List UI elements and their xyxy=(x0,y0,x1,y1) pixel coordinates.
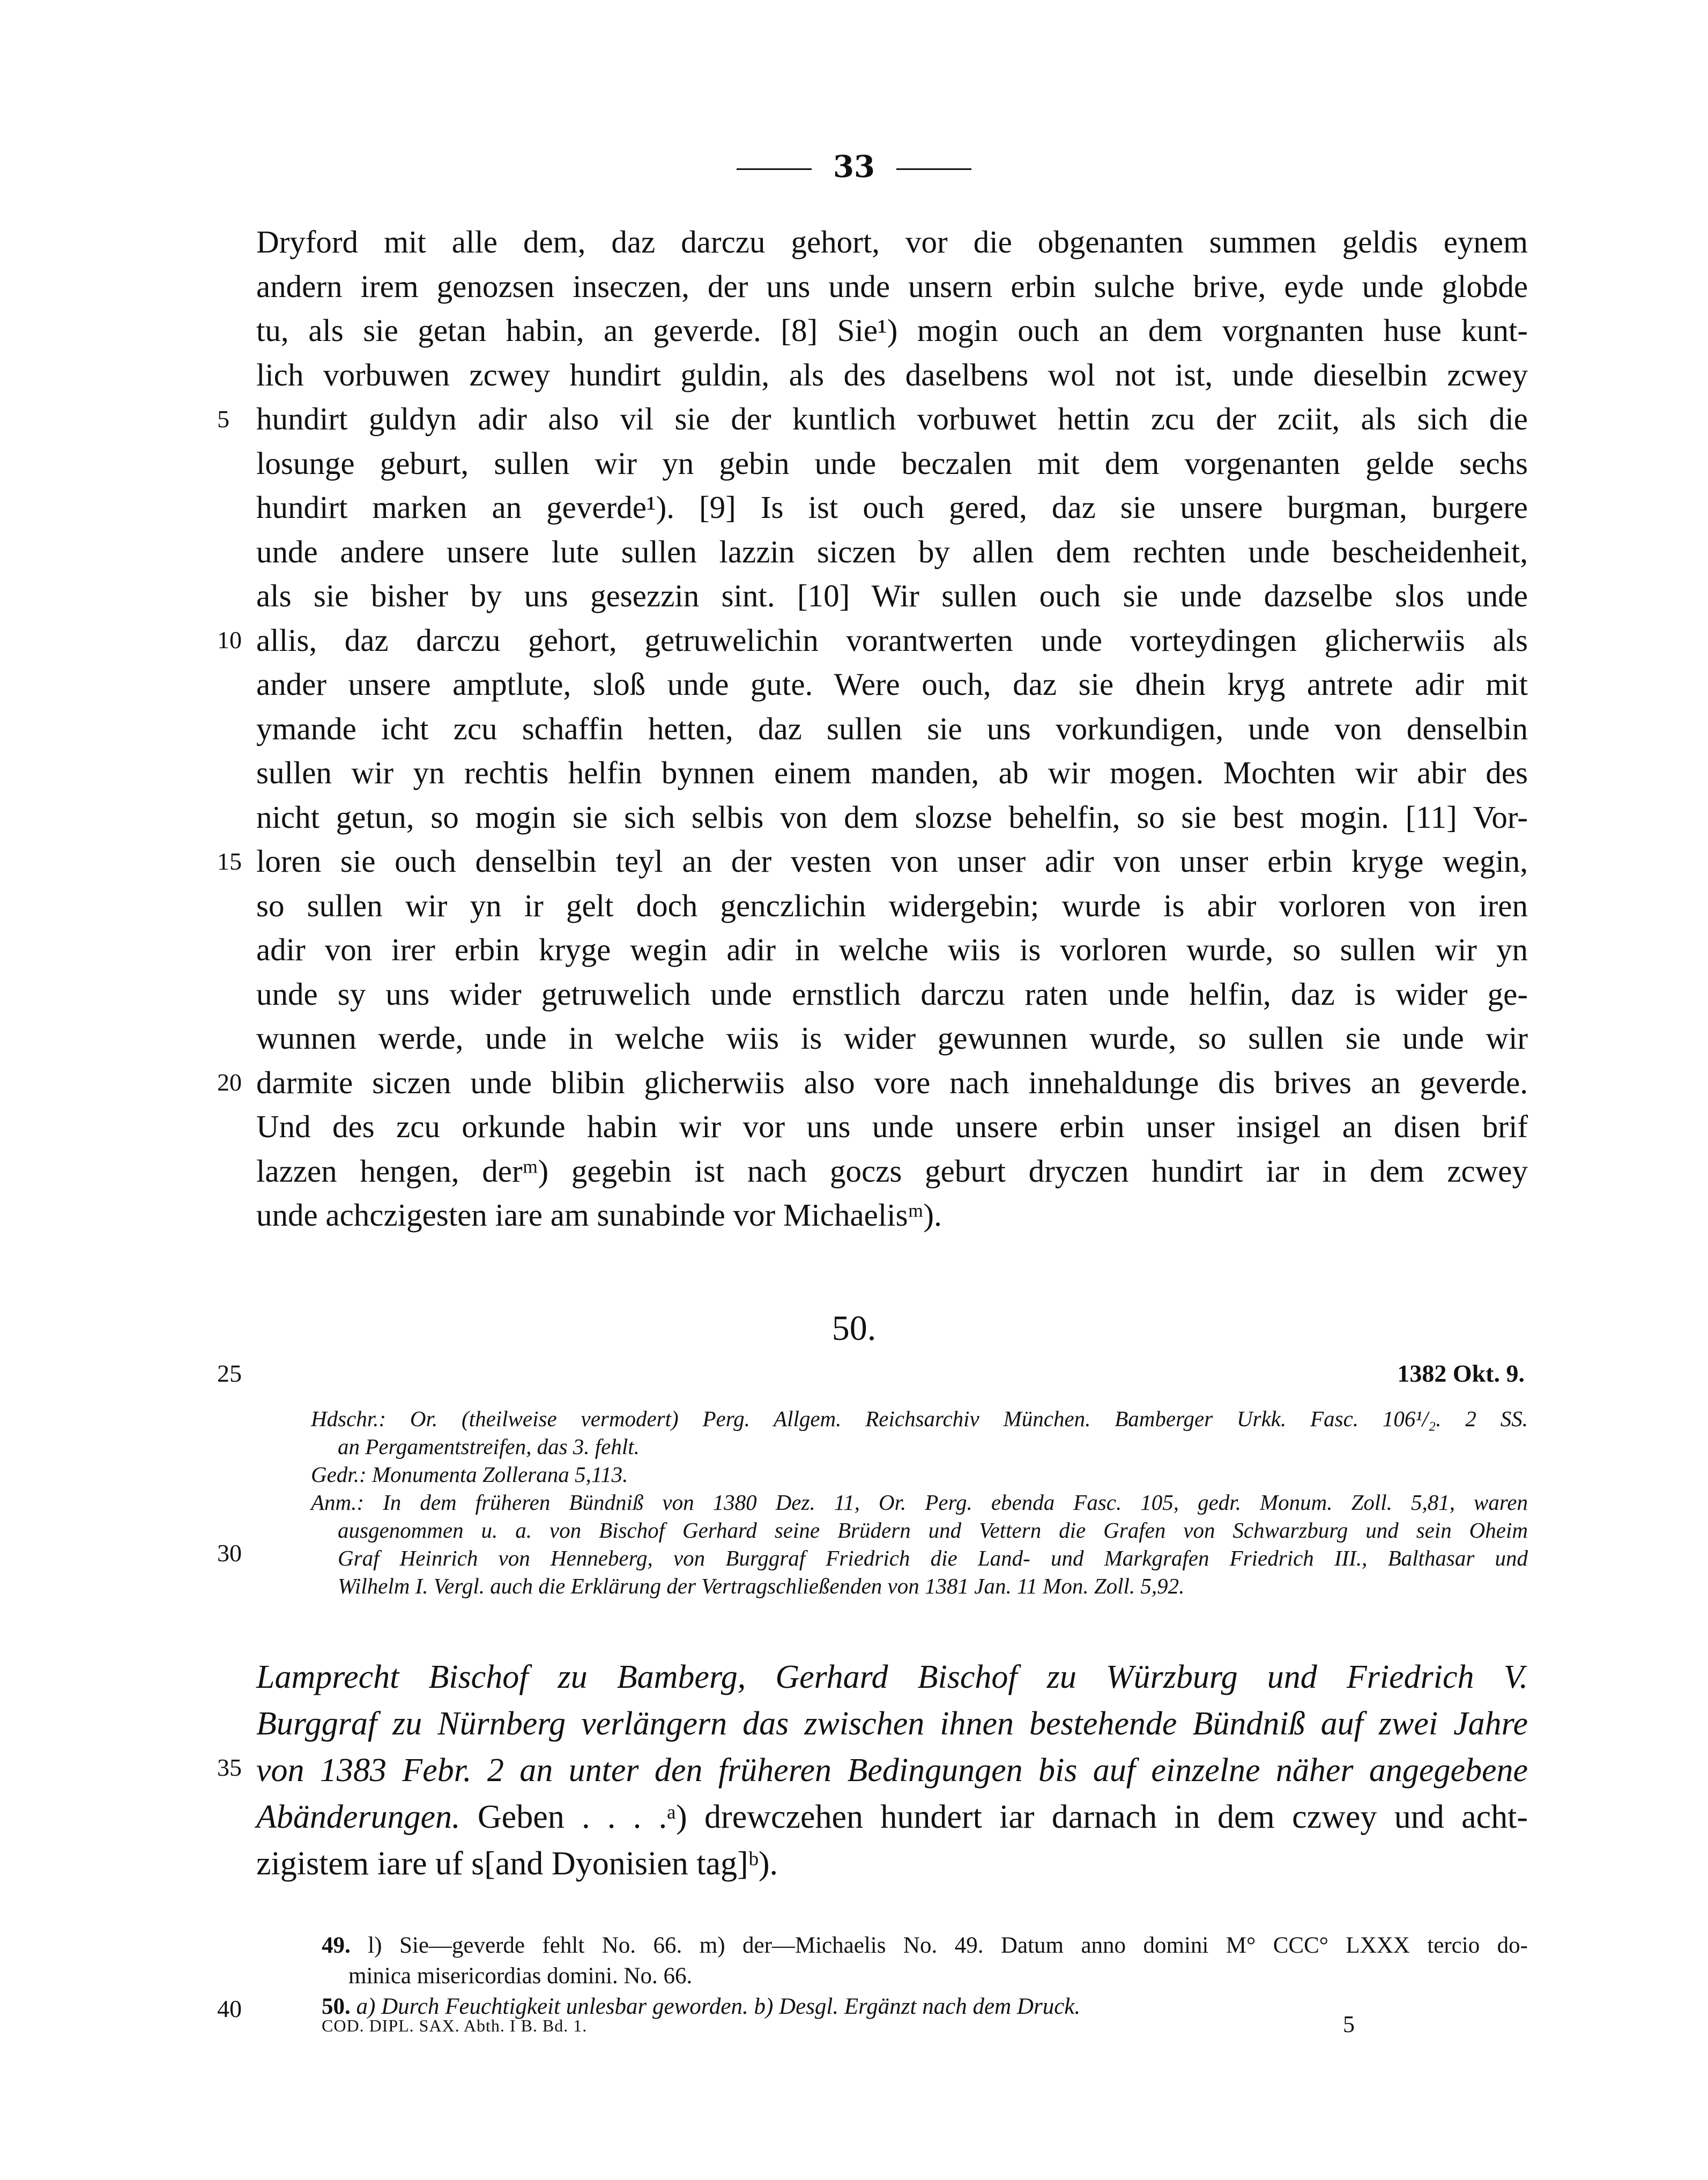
note-line: Hdschr.: Or. (theilweise vermodert) Perg. Allgem. Reichsarchiv München. Bamberger Urkk. Fasc. 106¹/₂. 2 SS. xyxy=(311,1406,1528,1431)
document-date: 1382 Okt. 9. xyxy=(1397,1360,1525,1387)
line-number: 15 xyxy=(217,848,242,875)
body-line: loren sie ouch denselbin teyl an der vesten von unser adir von unser erbin kryge wegin, xyxy=(256,843,1528,879)
footnote-line: minica misericordias domini. No. 66. xyxy=(348,1963,693,1989)
body-line: unde sy uns wider getruwelich unde ernstlich darczu raten unde helfin, daz is wider ge- xyxy=(256,976,1528,1012)
note-line: ausgenommen u. a. von Bischof Gerhard seine Brüdern und Vettern die Grafen von Schwarzburg und sein Oheim xyxy=(338,1518,1528,1543)
body-line: unde andere unsere lute sullen lazzin siczen by allen dem rechten unde bescheidenheit, xyxy=(256,533,1528,569)
line-number: 25 xyxy=(217,1360,242,1387)
footnote-text: l) Sie—geverde fehlt No. 66. m) der—Michaelis No. 49. Datum anno domini M° CCC° LXXX tercio do- xyxy=(368,1933,1528,1958)
footnotes xyxy=(322,1930,1528,2022)
body-line: wunnen werde, unde in welche wiis is wider gewunnen wurde, so sullen sie unde wir xyxy=(256,1020,1528,1056)
body-line: losunge geburt, sullen wir yn gebin unde beczalen mit dem vorgenanten gelde sechs xyxy=(256,445,1528,481)
line-number: 35 xyxy=(217,1754,242,1781)
summary-italic: Abänderungen. xyxy=(256,1799,461,1835)
body-line: unde achczigesten iare am sunabinde vor Michaelisᵐ). xyxy=(256,1197,942,1233)
body-line: hundirt marken an geverde¹). [9] Is ist ouch gered, daz sie unsere burgman, burgere xyxy=(256,490,1528,525)
summary-line: von 1383 Febr. 2 an unter den früheren Bedingungen bis auf einzelne näher angegebene xyxy=(256,1752,1528,1789)
body-line: hundirt guldyn adir also vil sie der kuntlich vorbuwet hettin zcu der zciit, als sich die xyxy=(256,401,1528,436)
note-line: Wilhelm I. Vergl. auch die Erklärung der Vertragschließenden von 1381 Jan. 11 Mon. Zoll. 5,92. xyxy=(338,1574,1185,1598)
summary-line: zigistem iare uf s[and Dyonisien tag]ᵇ). xyxy=(256,1845,778,1882)
line-number: 10 xyxy=(217,626,242,654)
body-line: nicht getun, so mogin sie sich selbis von dem slozse behelfin, so sie best mogin. [11] Vor- xyxy=(256,799,1528,835)
footnote-label: 49. xyxy=(322,1933,351,1958)
body-line: adir von irer erbin kryge wegin adir in welche wiis is vorloren wurde, so sullen wir yn xyxy=(256,932,1528,967)
signature-number: 5 xyxy=(1343,2011,1355,2037)
body-line: ymande icht zcu schaffin hetten, daz sullen sie uns vorkundigen, unde von denselbin xyxy=(256,710,1528,746)
body-line: darmite siczen unde blibin glicherwiis also vore nach innehaldunge dis brives an geverde. xyxy=(256,1064,1528,1100)
body-line: allis, daz darczu gehort, getruwelichin vorantwerten unde vorteydingen glicherwiis als xyxy=(256,622,1528,658)
summary-line xyxy=(256,1794,1528,1841)
note-line: Anm.: In dem früheren Bündniß von 1380 Dez. 11, Or. Perg. ebenda Fasc. 105, gedr. Monum. Zoll. 5,81, waren xyxy=(311,1490,1528,1515)
source-notes xyxy=(311,1405,1528,1600)
line-number: 40 xyxy=(217,1995,242,2022)
line-number: 5 xyxy=(217,405,229,433)
footnote-label: 50. xyxy=(322,1994,351,2019)
body-line: Und des zcu orkunde habin wir vor uns unde unsere erbin unser insigel an disen brif xyxy=(256,1109,1528,1144)
body-line: tu, als sie getan habin, an geverde. [8] Sie¹) mogin ouch an dem vorgnanten huse kunt- xyxy=(256,313,1528,348)
note-line: Gedr.: Monumenta Zollerana 5,113. xyxy=(311,1462,628,1487)
footnote-text: a) Durch Feuchtigkeit unlesbar geworden. b) Desgl. Ergänzt nach dem Druck. xyxy=(356,1994,1081,2019)
header-dash-right xyxy=(896,168,971,170)
body-line: ander unsere amptlute, sloß unde gute. Were ouch, daz sie dhein kryg antrete adir mit xyxy=(256,666,1528,702)
summary-roman: Geben . . . .ᵃ) drewczehen hundert iar darnach in dem czwey und acht- xyxy=(477,1799,1528,1835)
line-number: 30 xyxy=(217,1539,242,1567)
footnote-line xyxy=(322,1930,1528,1961)
body-line: als sie bisher by uns gesezzin sint. [10] Wir sullen ouch sie unde dazselbe slos unde xyxy=(256,578,1528,613)
page-number: 33 xyxy=(833,149,875,184)
document-summary xyxy=(256,1654,1528,1887)
body-line: Dryford mit alle dem, daz darczu gehort, vor die obgenanten summen geldis eynem xyxy=(256,224,1528,259)
header-dash-left xyxy=(737,168,812,170)
note-line: Graf Heinrich von Henneberg, von Burggraf Friedrich die Land- und Markgrafen Friedrich III., Balthasar und xyxy=(338,1546,1528,1570)
line-number: 20 xyxy=(217,1069,242,1096)
note-line: an Pergamentstreifen, das 3. fehlt. xyxy=(338,1434,640,1459)
signature-mark: COD. DIPL. SAX. Abth. I B. Bd. 1. xyxy=(322,2016,588,2035)
body-line: lich vorbuwen zcwey hundirt guldin, als des daselbens wol not ist, unde dieselbin zcwey xyxy=(256,357,1528,392)
body-line: so sullen wir yn ir gelt doch genczlichin widergebin; wurde is abir vorloren von iren xyxy=(256,887,1528,923)
summary-line: Lamprecht Bischof zu Bamberg, Gerhard Bischof zu Würzburg und Friedrich V. xyxy=(256,1659,1528,1695)
body-text xyxy=(256,220,1528,1237)
page-header xyxy=(0,149,1708,184)
body-line: andern irem genozsen inseczen, der uns unde unsern erbin sulche brive, eyde unde globde xyxy=(256,268,1528,304)
body-line: lazzen hengen, derᵐ) gegebin ist nach goczs geburt dryczen hundirt iar in dem zcwey xyxy=(256,1153,1528,1189)
summary-line: Burggraf zu Nürnberg verlängern das zwischen ihnen bestehende Bündniß auf zwei Jahre xyxy=(256,1706,1528,1742)
document-number: 50. xyxy=(831,1309,877,1348)
body-line: sullen wir yn rechtis helfin bynnen einem manden, ab wir mogen. Mochten wir abir des xyxy=(256,755,1528,790)
